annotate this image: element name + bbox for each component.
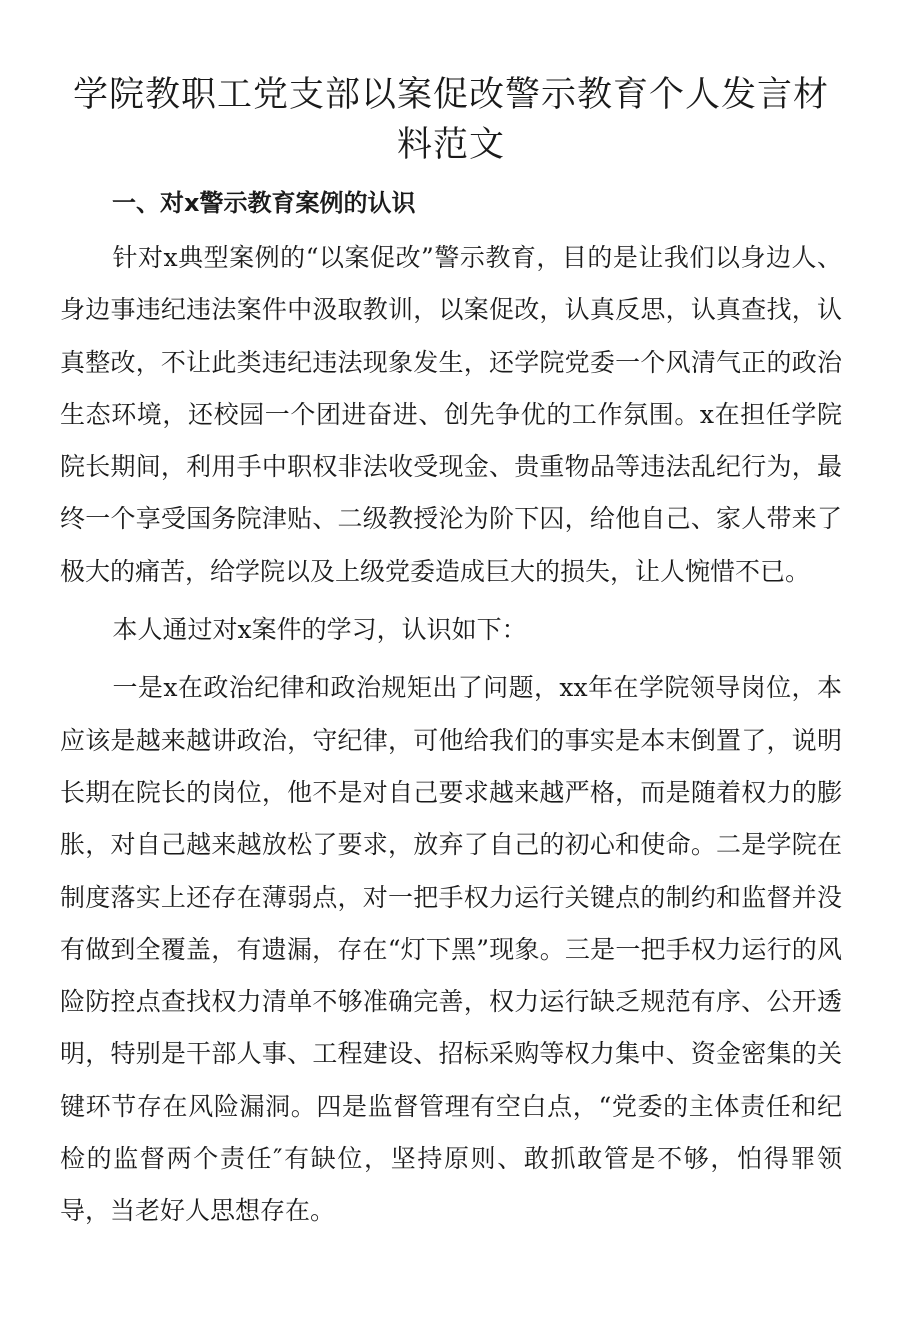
section-heading: 一、对x警示教育案例的认识 bbox=[112, 189, 416, 217]
paragraph-case-overview: 针对x典型案例的“以案促改”警示教育，目的是让我们以身边人、身边事违纪违法案件中汲取教训，以案促改，认真反思，认真查找，认真整改，不让此类违纪违法现象发生，还学院党委一个风清气正的政治生态环境，还校园一个团进奋进、创先争优的工作氛围。x在担任学院院长期间，利用手中职权非法收受现金、贵重物品等违法乱纪行为，最终一个享受国务院津贴、二级教授沦为阶下囚，给他自己、家人带来了极大的痛苦，给学院以及上级党委造成巨大的损失，让人惋惜不已。 bbox=[60, 243, 842, 586]
document-title: 学院教职工党支部以案促改警示教育个人发言材料范文 bbox=[72, 75, 829, 165]
paragraph-findings: 一是x在政治纪律和政治规矩出了问题，xx年在学院领导岗位，本应该是越来越讲政治，守纪律，可他给我们的事实是本末倒置了，说明长期在院长的岗位，他不是对自己要求越来越严格，而是随着权力的膨胀，对自己越来越放松了要求，放弃了自己的初心和使命。二是学院在制度落实上还存在薄弱点，对一把手权力运行关键点的制约和监督并没有做到全覆盖，有遗漏，存在“灯下黑”现象。三是一把手权力运行的风险防控点查找权力清单不够准确完善，权力运行缺乏规范有序、公开透明，特别是干部人事、工程建设、招标采购等权力集中、资金密集的关键环节存在风险漏洞。四是监督管理有空白点，“党委的主体责任和纪检的监督两个责任″有缺位，坚持原则、敢抓敢管是不够，怕得罪领导，当老好人思想存在。 bbox=[60, 673, 842, 1226]
paragraph-learning-intro: 本人通过对x案件的学习，认识如下： bbox=[112, 615, 527, 645]
